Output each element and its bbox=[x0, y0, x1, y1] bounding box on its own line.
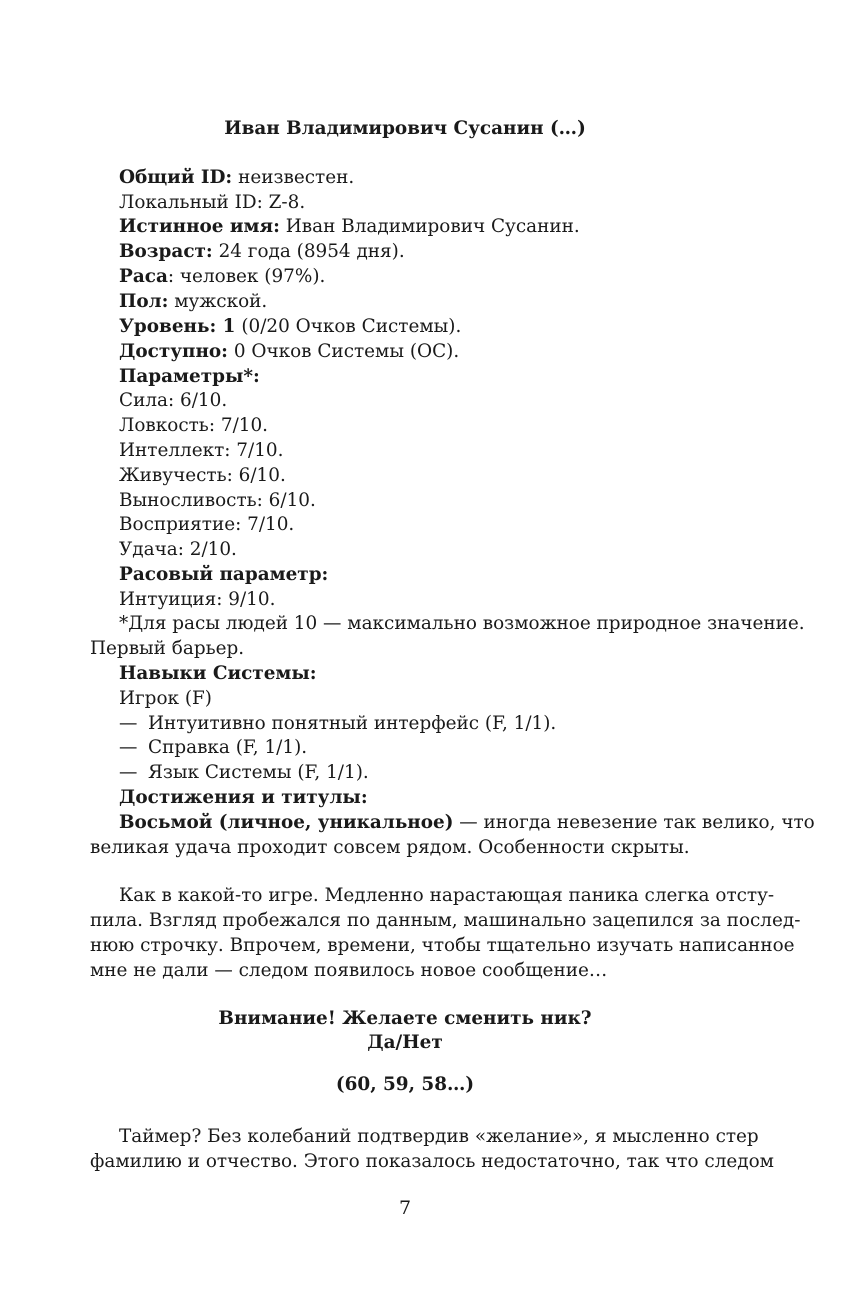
available-line bbox=[90, 339, 720, 364]
skills-group: Игрок (F) bbox=[119, 688, 212, 709]
dash-marker: — bbox=[119, 737, 138, 758]
param-line: Интеллект: 7/10. bbox=[119, 440, 284, 461]
skill-text: Язык Системы (F, 1/1). bbox=[148, 762, 369, 783]
skills-heading: Навыки Системы: bbox=[119, 663, 317, 684]
page-number: 7 bbox=[398, 1197, 412, 1219]
local-id-line: Локальный ID: Z-8. bbox=[119, 192, 306, 213]
race-param-line: Интуиция: 9/10. bbox=[119, 589, 276, 610]
paragraph-line: мне не дали — следом появилось новое сообщение… bbox=[90, 960, 608, 981]
book-page bbox=[90, 0, 815, 1311]
skill-text: Справка (F, 1/1). bbox=[148, 737, 308, 758]
sex-label: Пол: bbox=[119, 291, 169, 312]
footnote-line: *Для расы людей 10 — максимально возможное природное значение. bbox=[119, 613, 805, 634]
common-id-line bbox=[90, 165, 720, 190]
level-value: (0/20 Очков Системы). bbox=[235, 316, 462, 337]
notice-message: Внимание! Желаете сменить ник? bbox=[218, 1008, 592, 1029]
common-id-label: Общий ID: bbox=[119, 167, 233, 188]
paragraph-line: Таймер? Без колебаний подтвердив «желание», я мысленно стер bbox=[119, 1126, 759, 1147]
achievement-text: — иногда невезение так велико, что bbox=[453, 812, 815, 833]
age-label: Возраст: bbox=[119, 241, 213, 262]
paragraph-line: нюю строчку. Впрочем, времени, чтобы тщательно изучать написанное bbox=[90, 935, 795, 956]
sex-line bbox=[90, 289, 720, 314]
dash-marker: — bbox=[119, 762, 138, 783]
achievement-name: Восьмой (личное, уникальное) bbox=[119, 812, 454, 833]
available-value: 0 Очков Системы (ОС). bbox=[227, 341, 460, 362]
level-label: Уровень: 1 bbox=[119, 316, 236, 337]
true-name-value: Иван Владимирович Сусанин. bbox=[279, 216, 580, 237]
param-line: Ловкость: 7/10. bbox=[119, 415, 269, 436]
skill-item bbox=[119, 760, 369, 785]
achievement-line bbox=[90, 810, 815, 835]
sex-value: мужской. bbox=[168, 291, 268, 312]
skill-item bbox=[119, 735, 307, 760]
page-title: Иван Владимирович Сусанин (…) bbox=[224, 118, 586, 139]
true-name-label: Истинное имя: bbox=[119, 216, 280, 237]
paragraph-line: пила. Взгляд пробежался по данным, машинально зацепился за послед- bbox=[90, 910, 801, 931]
param-line: Сила: 6/10. bbox=[119, 390, 228, 411]
footnote-line: Первый барьер. bbox=[90, 638, 245, 659]
race-label: Раса bbox=[119, 266, 168, 287]
available-label: Доступно: bbox=[119, 341, 228, 362]
level-line bbox=[90, 314, 720, 339]
paragraph-line: фамилию и отчество. Этого показалось недостаточно, так что следом bbox=[90, 1151, 774, 1172]
age-value: 24 года (8954 дня). bbox=[212, 241, 405, 262]
param-line: Восприятие: 7/10. bbox=[119, 514, 295, 535]
dash-marker: — bbox=[119, 713, 138, 734]
age-line bbox=[90, 239, 720, 264]
achievements-heading: Достижения и титулы: bbox=[119, 787, 368, 808]
params-heading: Параметры*: bbox=[119, 366, 260, 387]
skill-text: Интуитивно понятный интерфейс (F, 1/1). bbox=[148, 713, 557, 734]
param-line: Удача: 2/10. bbox=[119, 539, 237, 560]
notice-timer: (60, 59, 58…) bbox=[335, 1074, 475, 1095]
race-value: : человек (97%). bbox=[167, 266, 326, 287]
race-param-heading: Расовый параметр: bbox=[119, 564, 329, 585]
achievement-line: великая удача проходит совсем рядом. Особенности скрыты. bbox=[90, 837, 690, 858]
race-line bbox=[90, 264, 720, 289]
param-line: Выносливость: 6/10. bbox=[119, 490, 316, 511]
paragraph-line: Как в какой-то игре. Медленно нарастающая паника слегка отсту- bbox=[119, 885, 775, 906]
common-id-value: неизвестен. bbox=[232, 167, 355, 188]
notice-options: Да/Нет bbox=[367, 1032, 443, 1053]
true-name-line bbox=[90, 214, 720, 239]
skill-item bbox=[119, 711, 556, 736]
param-line: Живучесть: 6/10. bbox=[119, 465, 286, 486]
